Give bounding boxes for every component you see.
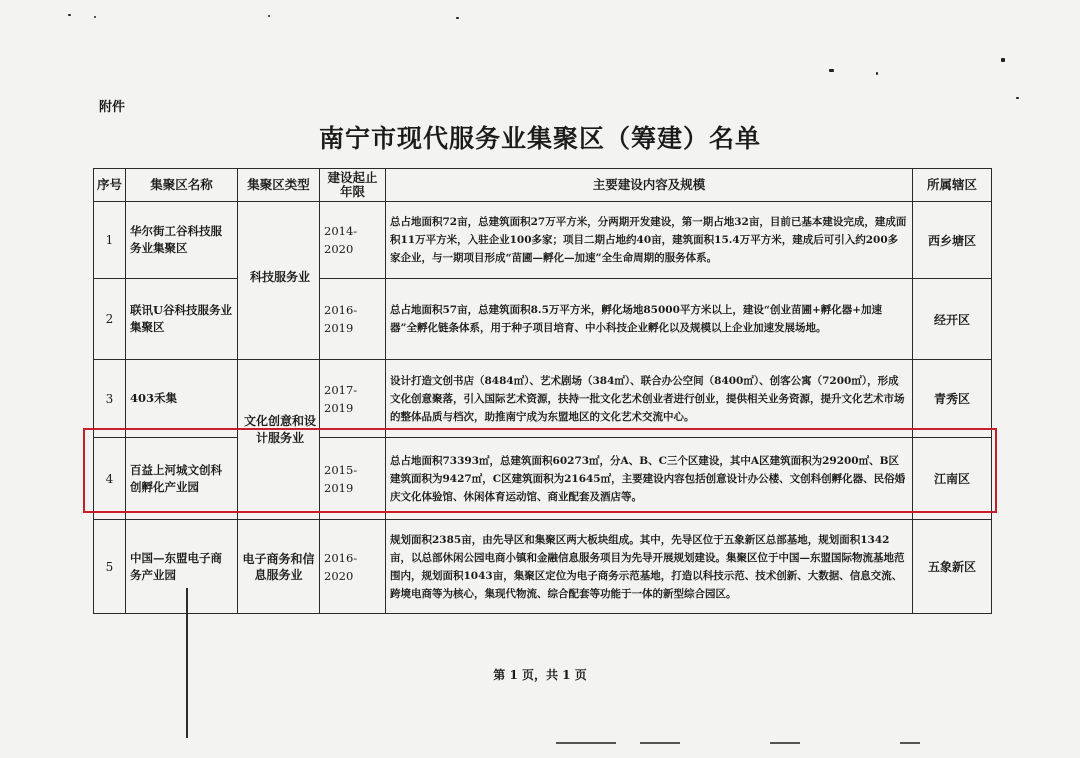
row-period: 2015-2019 (320, 438, 386, 520)
scan-speck (268, 15, 270, 17)
scan-speck (829, 69, 834, 72)
document-title: 南宁市现代服务业集聚区（筹建）名单 (318, 124, 761, 153)
row-district: 青秀区 (913, 360, 992, 438)
row-district: 五象新区 (913, 520, 992, 614)
row-content: 设计打造文创书店（8484㎡）、艺术剧场（384㎡）、联合办公空间（8400㎡）、创客公寓（7200㎡），形成文化创意聚落，引入国际艺术资源，扶持一批文化艺术创业者进行创业，提供相关业务资源，提升文化艺术市场的整体品质与档次，助推南宁成为东盟地区的文化艺术交流中心。 (386, 360, 913, 438)
header-district: 所属辖区 (913, 169, 992, 202)
scan-speck (68, 14, 71, 16)
row-district: 江南区 (913, 438, 992, 520)
header-name: 集聚区名称 (126, 169, 238, 202)
type-label-culture: 文化创意和设计服务业 (243, 414, 316, 445)
row-no: 3 (94, 360, 126, 438)
row-period: 2017-2019 (320, 360, 386, 438)
scan-edge-noise (770, 742, 800, 744)
scan-speck (94, 16, 96, 18)
row-content: 总占地面积72亩，总建筑面积27万平方米，分两期开发建设，第一期占地32亩，目前已基本建设完成，建成面积11万平方米，入驻企业100多家；项目二期占地约40亩，建筑面积15.4万平方米，建成后可引入约200多家企业，与一期项目形成“苗圃—孵化—加速”全生命周期的服务体系。 (386, 202, 913, 279)
header-type: 集聚区类型 (238, 169, 320, 202)
page-footer: 第 1 页，共 1 页 (493, 668, 587, 682)
row-no: 2 (94, 279, 126, 360)
row-district: 西乡塘区 (913, 202, 992, 279)
row-name: 华尔街工谷科技服务业集聚区 (126, 202, 238, 279)
attachment-label: 附件 (99, 100, 126, 115)
row-no: 4 (94, 438, 126, 520)
scan-speck (456, 17, 459, 19)
scan-edge-noise (556, 742, 616, 744)
table-row (94, 279, 992, 360)
table-header-row (94, 169, 992, 202)
row-type: 电子商务和信息服务业 (238, 520, 320, 614)
scan-speck (876, 72, 878, 75)
header-no: 序号 (94, 169, 126, 202)
scan-edge-noise (640, 742, 680, 744)
table-row (94, 202, 992, 279)
header-content: 主要建设内容及规模 (386, 169, 913, 202)
header-period: 建设起止年限 (320, 169, 386, 202)
row-district: 经开区 (913, 279, 992, 360)
row-period: 2014-2020 (320, 202, 386, 279)
row-highlight-box (83, 428, 997, 513)
row-no: 1 (94, 202, 126, 279)
scan-speck (1001, 58, 1005, 62)
scan-artifact-line (186, 588, 188, 738)
table-row (94, 520, 992, 614)
type-label-tech: 科技服务业 (249, 270, 310, 284)
row-name: 中国—东盟电子商务产业园 (126, 520, 238, 614)
scan-edge-noise (900, 742, 920, 744)
table-row (94, 360, 992, 438)
row-name: 联讯U谷科技服务业集聚区 (126, 279, 238, 360)
row-name: 百益上河城文创科创孵化产业园 (126, 438, 238, 520)
row-content: 总占地面积57亩，总建筑面积8.5万平方米，孵化场地85000平方米以上，建设“创业苗圃+孵化器+加速器”全孵化链条体系，用于种子项目培育、中小科技企业孵化以及规模以上企业加速发展场地。 (386, 279, 913, 360)
row-period: 2016-2019 (320, 279, 386, 360)
scan-speck (1016, 97, 1019, 99)
row-content: 总占地面积73393㎡，总建筑面积60273㎡，分A、B、C三个区建设，其中A区建筑面积为29200㎡、B区建筑面积为9427㎡，C区建筑面积为21645㎡，主要建设内容包括创意设计办公楼、文创科创孵化器、民俗婚庆文化体验馆、休闲体育运动馆、商业配套及酒店等。 (386, 438, 913, 520)
cluster-list-table (93, 168, 992, 614)
row-content: 规划面积2385亩，由先导区和集聚区两大板块组成。其中，先导区位于五象新区总部基地，规划面积1342亩，以总部休闲公园电商小镇和金融信息服务项目为先导开展规划建设。集聚区位于中国—东盟国际物流基地范围内，规划面积1043亩，集聚区定位为电子商务示范基地，打造以科技示范、技术创新、大数据、信息交流、跨境电商等为核心，集现代物流、综合配套等功能于一体的新型综合园区。 (386, 520, 913, 614)
row-period: 2016-2020 (320, 520, 386, 614)
row-no: 5 (94, 520, 126, 614)
row-name: 403禾集 (126, 360, 238, 438)
